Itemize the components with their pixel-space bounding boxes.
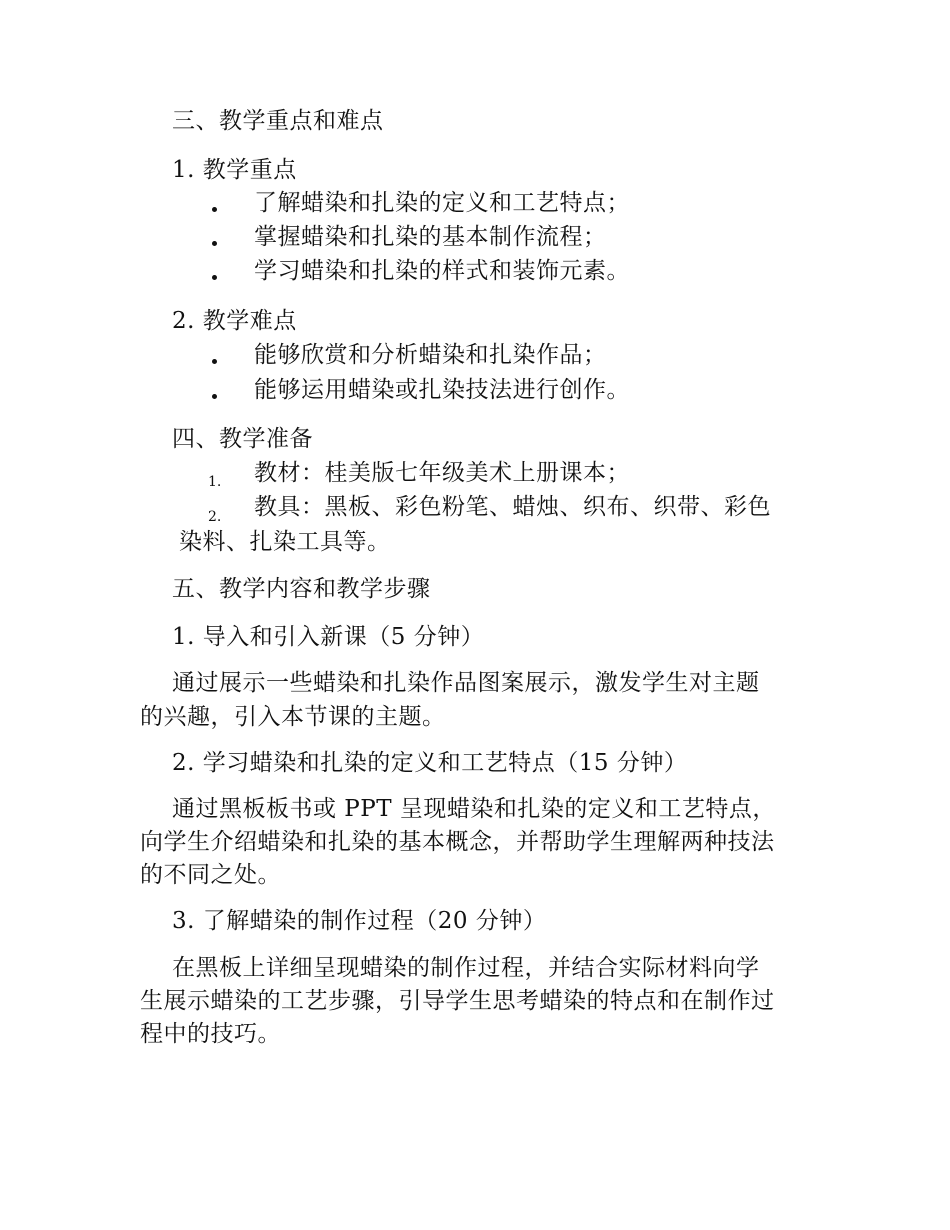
- subheading-key-points: 1. 教学重点: [172, 157, 297, 183]
- list-item: 掌握蜡染和扎染的基本制作流程；: [254, 224, 607, 250]
- list-item-continuation: 染料、扎染工具等。: [179, 529, 391, 555]
- list-item: 能够运用蜡染或扎染技法进行创作。: [254, 377, 630, 403]
- bullet-icon: [212, 207, 217, 212]
- paragraph-line: 的兴趣，引入本节课的主题。: [140, 704, 446, 730]
- list-item: 教具：黑板、彩色粉笔、蜡烛、织布、织带、彩色: [254, 494, 771, 520]
- section-heading-4: 四、教学准备: [172, 426, 313, 452]
- bullet-icon: [212, 275, 217, 280]
- list-number: 1.: [208, 474, 222, 490]
- section-heading-5: 五、教学内容和教学步骤: [172, 576, 431, 602]
- paragraph-line: 生展示蜡染的工艺步骤，引导学生思考蜡染的特点和在制作过: [140, 988, 775, 1014]
- step-heading: 1. 导入和引入新课（5 分钟）: [172, 624, 485, 650]
- bullet-icon: [212, 359, 217, 364]
- step-heading: 2. 学习蜡染和扎染的定义和工艺特点（15 分钟）: [172, 750, 688, 776]
- paragraph-line: 程中的技巧。: [140, 1021, 281, 1047]
- bullet-icon: [212, 241, 217, 246]
- paragraph-line: 通过黑板板书或 PPT 呈现蜡染和扎染的定义和工艺特点，: [172, 796, 776, 822]
- section-heading-3: 三、教学重点和难点: [172, 108, 384, 134]
- list-number: 2.: [208, 509, 222, 525]
- bullet-icon: [212, 394, 217, 399]
- list-item: 能够欣赏和分析蜡染和扎染作品；: [254, 342, 607, 368]
- paragraph-line: 在黑板上详细呈现蜡染的制作过程，并结合实际材料向学: [172, 955, 760, 981]
- list-item: 教材：桂美版七年级美术上册课本；: [254, 460, 630, 486]
- list-item: 学习蜡染和扎染的样式和装饰元素。: [254, 258, 630, 284]
- subheading-difficulties: 2. 教学难点: [172, 308, 297, 334]
- list-item: 了解蜡染和扎染的定义和工艺特点；: [254, 190, 630, 216]
- paragraph-line: 通过展示一些蜡染和扎染作品图案展示，激发学生对主题: [172, 670, 760, 696]
- step-heading: 3. 了解蜡染的制作过程（20 分钟）: [172, 908, 547, 934]
- paragraph-line: 向学生介绍蜡染和扎染的基本概念，并帮助学生理解两种技法: [140, 829, 775, 855]
- paragraph-line: 的不同之处。: [140, 862, 281, 888]
